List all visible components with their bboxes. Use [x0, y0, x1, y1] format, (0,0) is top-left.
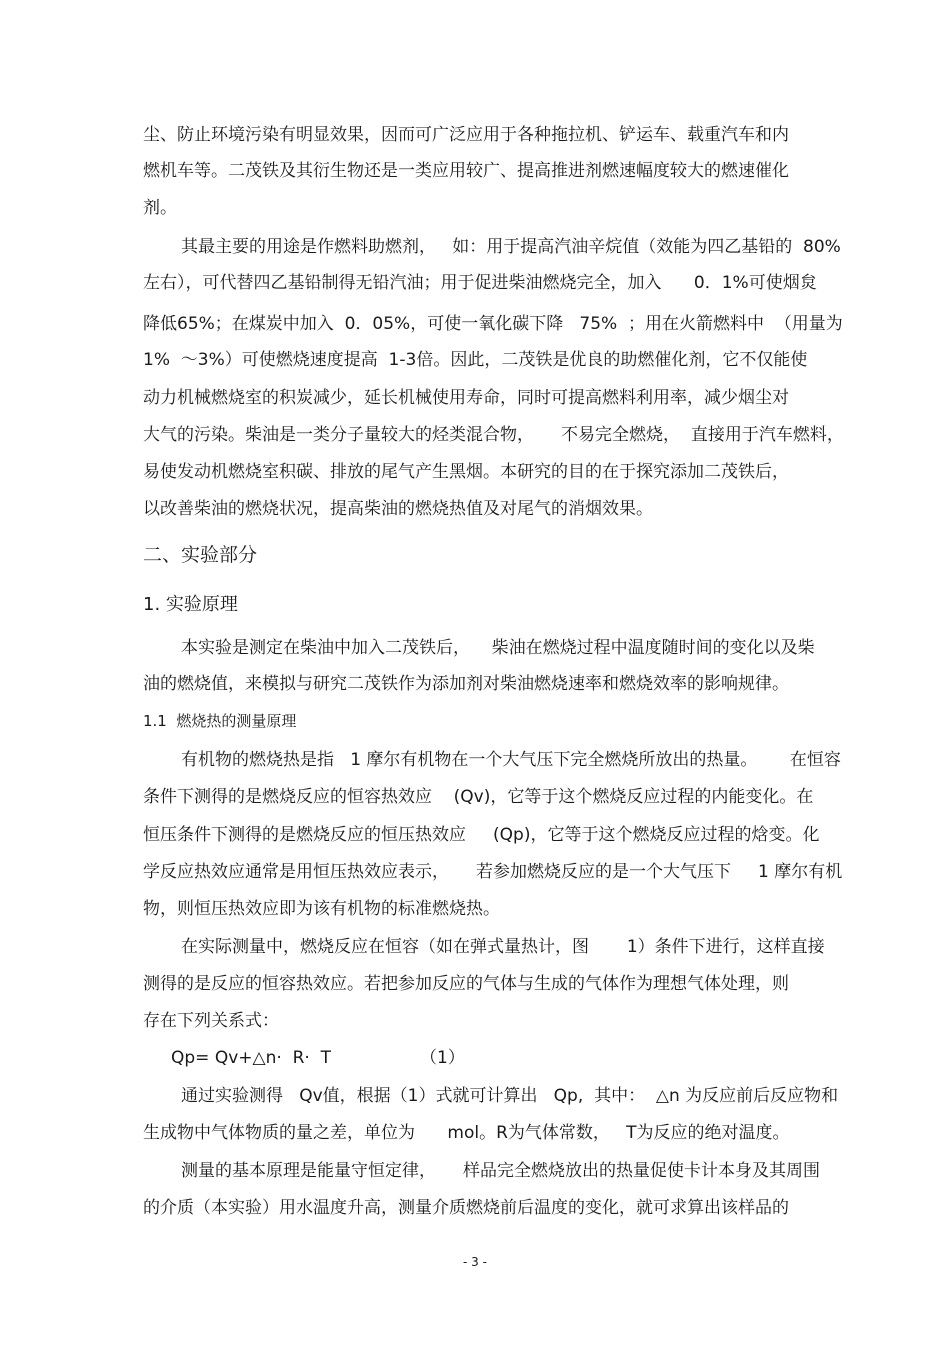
- measurement-line-1: 在实际测量中，燃烧反应在恒容（如在弹式量热计，图 1）条件下进行，这样直接: [181, 937, 825, 957]
- after-equation-line-2: 生成物中气体物质的量之差，单位为 mol。R为气体常数， T为反应的绝对温度。: [143, 1123, 790, 1143]
- usage-line-2: 左右），可代替四乙基铅制得无铅汽油；用于促进柴油燃烧完全，加入 0．1%可使烟炱: [143, 273, 817, 293]
- usage-line-6: 大气的污染。柴油是一类分子量较大的烃类混合物， 不易完全燃烧， 直接用于汽车燃料，: [143, 425, 844, 445]
- usage-line-7: 易使发动机燃烧室积碳、排放的尾气产生黑烟。本研究的目的在于探究添加二茂铁后，: [143, 462, 789, 482]
- principle-line-2: 油的燃烧值，来模拟与研究二茂铁作为添加剂对柴油燃烧速率和燃烧效率的影响规律。: [143, 674, 789, 694]
- page-number: - 3 -: [463, 1255, 487, 1269]
- principle-line-1: 本实验是测定在柴油中加入二茂铁后， 柴油在燃烧过程中温度随时间的变化以及柴: [181, 638, 815, 658]
- energy-line-1: 测量的基本原理是能量守恒定律， 样品完全燃烧放出的热量促使卡计本身及其周围: [181, 1161, 821, 1181]
- subsection-title: 1. 实验原理: [143, 594, 238, 615]
- measurement-line-2: 测得的是反应的恒容热效应。若把参加反应的气体与生成的气体作为理想气体处理，则: [143, 974, 789, 994]
- equation-number: （1）: [420, 1048, 465, 1068]
- usage-line-8: 以改善柴油的燃烧状况，提高柴油的燃烧热值及对尾气的消烟效果。: [143, 499, 653, 519]
- usage-line-4: 1% ～3%）可使燃烧速度提高 1-3倍。因此，二茂铁是优良的助燃催化剂，它不仅能使: [143, 350, 808, 370]
- usage-line-5: 动力机械燃烧室的积炭减少，延长机械使用寿命，同时可提高燃料利用率，减少烟尘对: [143, 388, 789, 408]
- intro-line-3: 剂。: [143, 198, 177, 218]
- heat-line-1: 有机物的燃烧热是指 1 摩尔有机物在一个大气压下完全燃烧所放出的热量。 在恒容: [181, 750, 841, 770]
- usage-line-1: 其最主要的用途是作燃料助燃剂， 如：用于提高汽油辛烷值（效能为四乙基铅的 80%: [181, 237, 841, 257]
- measurement-line-3: 存在下列关系式：: [143, 1011, 279, 1031]
- heat-line-2: 条件下测得的是燃烧反应的恒容热效应 (Qv)，它等于这个燃烧反应过程的内能变化。在: [143, 787, 814, 807]
- after-equation-line-1: 通过实验测得 Qv值，根据（1）式就可计算出 Qp, 其中： △n 为反应前后反应物和: [181, 1086, 839, 1106]
- equation-text: Qp= Qv+△n· R· T: [171, 1048, 331, 1068]
- section-title: 二、实验部分: [143, 544, 258, 566]
- usage-line-3: 降低65%；在煤炭中加入 0．05%，可使一氧化碳下降 75% ；用在火箭燃料中 （用量为: [143, 314, 843, 334]
- intro-line-2: 燃机车等。二茂铁及其衍生物还是一类应用较广、提高推进剂燃速幅度较大的燃速催化: [143, 161, 789, 181]
- heat-line-3: 恒压条件下测得的是燃烧反应的恒压热效应 (Qp)，它等于这个燃烧反应过程的焓变。化: [143, 825, 820, 845]
- heat-line-4: 学反应热效应通常是用恒压热效应表示， 若参加燃烧反应的是一个大气压下 1 摩尔有机: [143, 862, 843, 882]
- heat-line-5: 物，则恒压热效应即为该有机物的标准燃烧热。: [143, 899, 500, 919]
- energy-line-2: 的介质（本实验）用水温度升高，测量介质燃烧前后温度的变化，就可求算出该样品的: [143, 1198, 789, 1218]
- subsubsection-title: 1.1 燃烧热的测量原理: [143, 712, 297, 730]
- intro-line-1: 尘、防止环境污染有明显效果，因而可广泛应用于各种拖拉机、铲运车、载重汽车和内: [143, 125, 789, 145]
